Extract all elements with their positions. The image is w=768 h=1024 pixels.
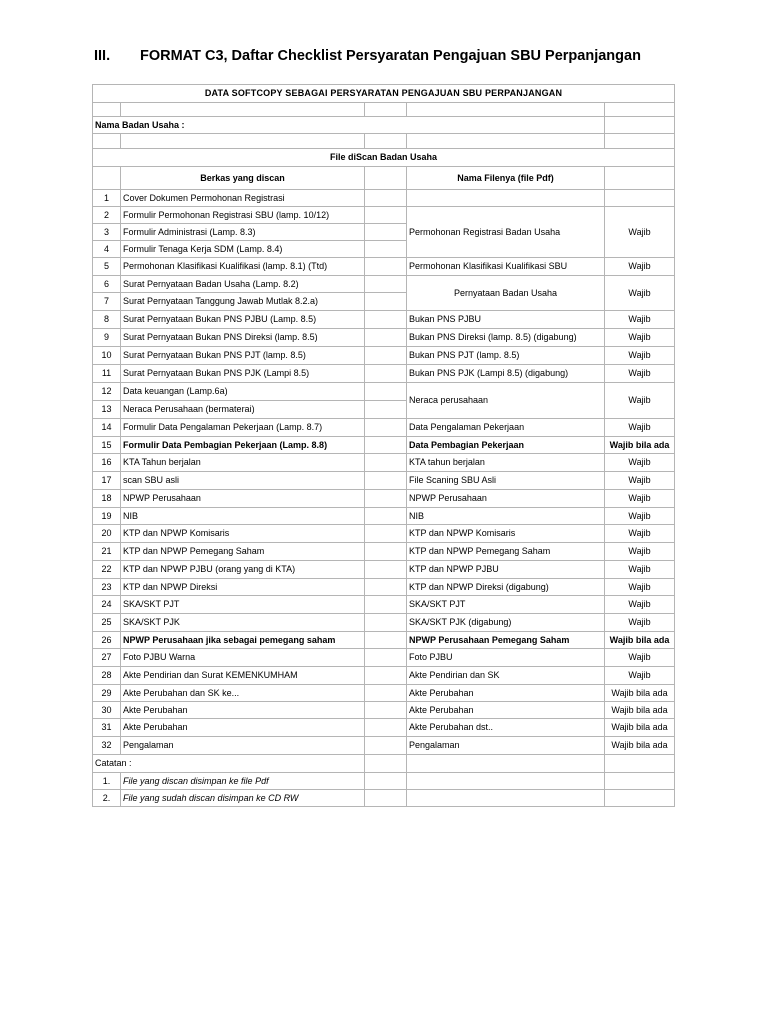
table-row xyxy=(93,311,675,329)
berkas-cell: KTP dan NPWP Pemegang Saham xyxy=(121,543,365,561)
empty-cell xyxy=(365,224,407,241)
berkas-cell: NPWP Perusahaan jika sebagai pemegang saham xyxy=(121,632,365,649)
filename-cell: Neraca perusahaan xyxy=(407,383,605,419)
table-row xyxy=(93,525,675,543)
filename-cell: NIB xyxy=(407,508,605,525)
berkas-cell: KTA Tahun berjalan xyxy=(121,454,365,472)
filename-cell: KTP dan NPWP Direksi (digabung) xyxy=(407,579,605,596)
table-row xyxy=(93,737,675,755)
row-number: 12 xyxy=(93,383,121,401)
table-row xyxy=(93,437,675,454)
table-title: DATA SOFTCOPY SEBAGAI PERSYARATAN PENGAJUAN SBU PERPANJANGAN xyxy=(93,85,675,103)
row-number: 18 xyxy=(93,490,121,508)
filename-cell: Akte Perubahan xyxy=(407,685,605,702)
status-cell: Wajib xyxy=(605,383,675,419)
berkas-cell: Surat Pernyataan Bukan PNS Direksi (lamp. 8.5) xyxy=(121,329,365,347)
table-row xyxy=(93,667,675,685)
status-cell: Wajib xyxy=(605,419,675,437)
berkas-cell: Surat Pernyataan Tanggung Jawab Mutlak 8.2.a) xyxy=(121,293,365,311)
table-row xyxy=(93,490,675,508)
row-number: 27 xyxy=(93,649,121,667)
empty-cell xyxy=(365,719,407,737)
row-number: 22 xyxy=(93,561,121,579)
empty-cell xyxy=(365,365,407,383)
berkas-cell: SKA/SKT PJT xyxy=(121,596,365,614)
title-row xyxy=(93,85,675,103)
heading-text: FORMAT C3, Daftar Checklist Persyaratan Pengajuan SBU Perpanjangan xyxy=(140,48,641,64)
empty-cell xyxy=(365,667,407,685)
row-number: 14 xyxy=(93,419,121,437)
row-number: 29 xyxy=(93,685,121,702)
row-number: 21 xyxy=(93,543,121,561)
empty-cell xyxy=(365,241,407,258)
empty-cell xyxy=(365,508,407,525)
status-cell: Wajib xyxy=(605,614,675,632)
row-number: 6 xyxy=(93,276,121,293)
empty-cell xyxy=(365,276,407,293)
filename-cell: Bukan PNS PJT (lamp. 8.5) xyxy=(407,347,605,365)
status-cell: Wajib xyxy=(605,258,675,276)
row-number: 16 xyxy=(93,454,121,472)
empty-cell xyxy=(365,207,407,224)
company-row xyxy=(93,117,675,134)
filename-cell: Bukan PNS PJK (Lampi 8.5) (digabung) xyxy=(407,365,605,383)
row-number: 2 xyxy=(93,207,121,224)
row-number: 19 xyxy=(93,508,121,525)
table-row xyxy=(93,472,675,490)
row-number: 8 xyxy=(93,311,121,329)
table-row xyxy=(93,632,675,649)
berkas-cell: SKA/SKT PJK xyxy=(121,614,365,632)
row-number: 25 xyxy=(93,614,121,632)
table-row xyxy=(93,719,675,737)
filename-cell xyxy=(407,190,605,207)
row-number: 1 xyxy=(93,190,121,207)
section-title: File diScan Badan Usaha xyxy=(93,149,675,167)
row-number: 13 xyxy=(93,401,121,419)
row-number: 4 xyxy=(93,241,121,258)
row-number: 11 xyxy=(93,365,121,383)
note-item xyxy=(93,790,675,807)
status-cell: Wajib xyxy=(605,596,675,614)
column-header-nama-file: Nama Filenya (file Pdf) xyxy=(407,167,605,190)
checklist-table xyxy=(92,84,675,807)
berkas-cell: Surat Pernyataan Bukan PNS PJBU (Lamp. 8.5) xyxy=(121,311,365,329)
row-number: 20 xyxy=(93,525,121,543)
empty-cell xyxy=(365,649,407,667)
filename-cell: Permohonan Registrasi Badan Usaha xyxy=(407,207,605,258)
row-number: 26 xyxy=(93,632,121,649)
filename-cell: Foto PJBU xyxy=(407,649,605,667)
filename-cell: KTA tahun berjalan xyxy=(407,454,605,472)
table-row xyxy=(93,561,675,579)
berkas-cell: Neraca Perusahaan (bermaterai) xyxy=(121,401,365,419)
empty-cell xyxy=(365,293,407,311)
filename-cell: Pernyataan Badan Usaha xyxy=(407,276,605,311)
heading-number: III. xyxy=(94,48,111,64)
row-number: 9 xyxy=(93,329,121,347)
empty-cell xyxy=(365,579,407,596)
empty-cell xyxy=(365,383,407,401)
note-text: File yang discan disimpan ke file Pdf xyxy=(121,773,365,790)
filename-cell: Data Pembagian Pekerjaan xyxy=(407,437,605,454)
table-row xyxy=(93,614,675,632)
status-cell: Wajib xyxy=(605,365,675,383)
table-row xyxy=(93,207,675,224)
berkas-cell: Foto PJBU Warna xyxy=(121,649,365,667)
status-cell: Wajib xyxy=(605,347,675,365)
filename-cell: Akte Pendirian dan SK xyxy=(407,667,605,685)
empty-cell xyxy=(365,561,407,579)
berkas-cell: Formulir Permohonan Registrasi SBU (lamp. 10/12) xyxy=(121,207,365,224)
table-row xyxy=(93,419,675,437)
berkas-cell: scan SBU asli xyxy=(121,472,365,490)
spacer-row xyxy=(93,134,675,149)
berkas-cell: Akte Perubahan xyxy=(121,719,365,737)
status-cell xyxy=(605,190,675,207)
filename-cell: NPWP Perusahaan Pemegang Saham xyxy=(407,632,605,649)
filename-cell: Akte Perubahan xyxy=(407,702,605,719)
company-label: Nama Badan Usaha : xyxy=(93,117,605,134)
table-row xyxy=(93,329,675,347)
status-cell: Wajib xyxy=(605,207,675,258)
berkas-cell: KTP dan NPWP Komisaris xyxy=(121,525,365,543)
status-cell: Wajib bila ada xyxy=(605,737,675,755)
berkas-cell: Formulir Administrasi (Lamp. 8.3) xyxy=(121,224,365,241)
spacer-row xyxy=(93,103,675,117)
status-cell: Wajib xyxy=(605,508,675,525)
row-number: 30 xyxy=(93,702,121,719)
status-cell: Wajib xyxy=(605,649,675,667)
status-cell: Wajib xyxy=(605,472,675,490)
table-row xyxy=(93,190,675,207)
empty-cell xyxy=(365,525,407,543)
status-cell: Wajib xyxy=(605,490,675,508)
document-heading xyxy=(94,48,641,64)
table-row xyxy=(93,596,675,614)
row-number: 28 xyxy=(93,667,121,685)
filename-cell: Akte Perubahan dst.. xyxy=(407,719,605,737)
berkas-cell: Formulir Data Pembagian Pekerjaan (Lamp. 8.8) xyxy=(121,437,365,454)
berkas-cell: Surat Pernyataan Bukan PNS PJT (lamp. 8.5) xyxy=(121,347,365,365)
berkas-cell: Pengalaman xyxy=(121,737,365,755)
header-row xyxy=(93,167,675,190)
status-cell: Wajib bila ada xyxy=(605,685,675,702)
status-cell: Wajib xyxy=(605,561,675,579)
empty-cell xyxy=(365,614,407,632)
empty-cell xyxy=(365,490,407,508)
empty-cell xyxy=(365,596,407,614)
note-number: 2. xyxy=(93,790,121,807)
table-row xyxy=(93,365,675,383)
status-cell: Wajib bila ada xyxy=(605,702,675,719)
table-row xyxy=(93,649,675,667)
status-cell: Wajib bila ada xyxy=(605,719,675,737)
berkas-cell: Surat Pernyataan Badan Usaha (Lamp. 8.2) xyxy=(121,276,365,293)
table-row xyxy=(93,454,675,472)
status-cell: Wajib xyxy=(605,543,675,561)
row-number: 15 xyxy=(93,437,121,454)
empty-cell xyxy=(365,347,407,365)
filename-cell: NPWP Perusahaan xyxy=(407,490,605,508)
table-row xyxy=(93,702,675,719)
berkas-cell: KTP dan NPWP Direksi xyxy=(121,579,365,596)
row-number: 23 xyxy=(93,579,121,596)
empty-cell xyxy=(365,329,407,347)
status-cell: Wajib xyxy=(605,579,675,596)
empty-cell xyxy=(365,472,407,490)
empty-cell xyxy=(365,543,407,561)
empty-cell xyxy=(365,737,407,755)
berkas-cell: Permohonan Klasifikasi Kualifikasi (lamp. 8.1) (Ttd) xyxy=(121,258,365,276)
status-cell: Wajib xyxy=(605,667,675,685)
table-row xyxy=(93,543,675,561)
berkas-cell: NPWP Perusahaan xyxy=(121,490,365,508)
status-cell: Wajib xyxy=(605,311,675,329)
table-row xyxy=(93,276,675,293)
berkas-cell: NIB xyxy=(121,508,365,525)
filename-cell: KTP dan NPWP Pemegang Saham xyxy=(407,543,605,561)
filename-cell: Permohonan Klasifikasi Kualifikasi SBU xyxy=(407,258,605,276)
empty-cell xyxy=(365,437,407,454)
berkas-cell: Akte Perubahan dan SK ke... xyxy=(121,685,365,702)
berkas-cell: KTP dan NPWP PJBU (orang yang di KTA) xyxy=(121,561,365,579)
row-number: 3 xyxy=(93,224,121,241)
berkas-cell: Akte Perubahan xyxy=(121,702,365,719)
berkas-cell: Formulir Tenaga Kerja SDM (Lamp. 8.4) xyxy=(121,241,365,258)
section-row xyxy=(93,149,675,167)
filename-cell: Data Pengalaman Pekerjaan xyxy=(407,419,605,437)
row-number: 31 xyxy=(93,719,121,737)
empty-cell xyxy=(365,311,407,329)
status-cell: Wajib bila ada xyxy=(605,437,675,454)
note-text: File yang sudah discan disimpan ke CD RW xyxy=(121,790,365,807)
empty-cell xyxy=(365,401,407,419)
berkas-cell: Surat Pernyataan Bukan PNS PJK (Lampi 8.5) xyxy=(121,365,365,383)
table-row xyxy=(93,508,675,525)
filename-cell: Bukan PNS Direksi (lamp. 8.5) (digabung) xyxy=(407,329,605,347)
status-cell: Wajib xyxy=(605,276,675,311)
notes-label-row xyxy=(93,755,675,773)
note-item xyxy=(93,773,675,790)
empty-cell xyxy=(365,632,407,649)
row-number: 10 xyxy=(93,347,121,365)
table-row xyxy=(93,579,675,596)
status-cell: Wajib bila ada xyxy=(605,632,675,649)
row-number: 17 xyxy=(93,472,121,490)
empty-cell xyxy=(365,190,407,207)
status-cell: Wajib xyxy=(605,454,675,472)
filename-cell: SKA/SKT PJT xyxy=(407,596,605,614)
notes-label: Catatan : xyxy=(93,755,365,773)
table-row xyxy=(93,258,675,276)
filename-cell: KTP dan NPWP Komisaris xyxy=(407,525,605,543)
berkas-cell: Cover Dokumen Permohonan Registrasi xyxy=(121,190,365,207)
empty-cell xyxy=(365,454,407,472)
filename-cell: Pengalaman xyxy=(407,737,605,755)
filename-cell: Bukan PNS PJBU xyxy=(407,311,605,329)
berkas-cell: Formulir Data Pengalaman Pekerjaan (Lamp. 8.7) xyxy=(121,419,365,437)
row-number: 5 xyxy=(93,258,121,276)
empty-cell xyxy=(365,685,407,702)
status-cell: Wajib xyxy=(605,329,675,347)
row-number: 32 xyxy=(93,737,121,755)
table-row xyxy=(93,685,675,702)
row-number: 24 xyxy=(93,596,121,614)
empty-cell xyxy=(365,702,407,719)
column-header-berkas: Berkas yang discan xyxy=(121,167,365,190)
row-number: 7 xyxy=(93,293,121,311)
status-cell: Wajib xyxy=(605,525,675,543)
berkas-cell: Data keuangan (Lamp.6a) xyxy=(121,383,365,401)
empty-cell xyxy=(365,419,407,437)
filename-cell: SKA/SKT PJK (digabung) xyxy=(407,614,605,632)
table-row xyxy=(93,383,675,401)
berkas-cell: Akte Pendirian dan Surat KEMENKUMHAM xyxy=(121,667,365,685)
filename-cell: File Scaning SBU Asli xyxy=(407,472,605,490)
note-number: 1. xyxy=(93,773,121,790)
empty-cell xyxy=(365,258,407,276)
filename-cell: KTP dan NPWP PJBU xyxy=(407,561,605,579)
table-row xyxy=(93,347,675,365)
